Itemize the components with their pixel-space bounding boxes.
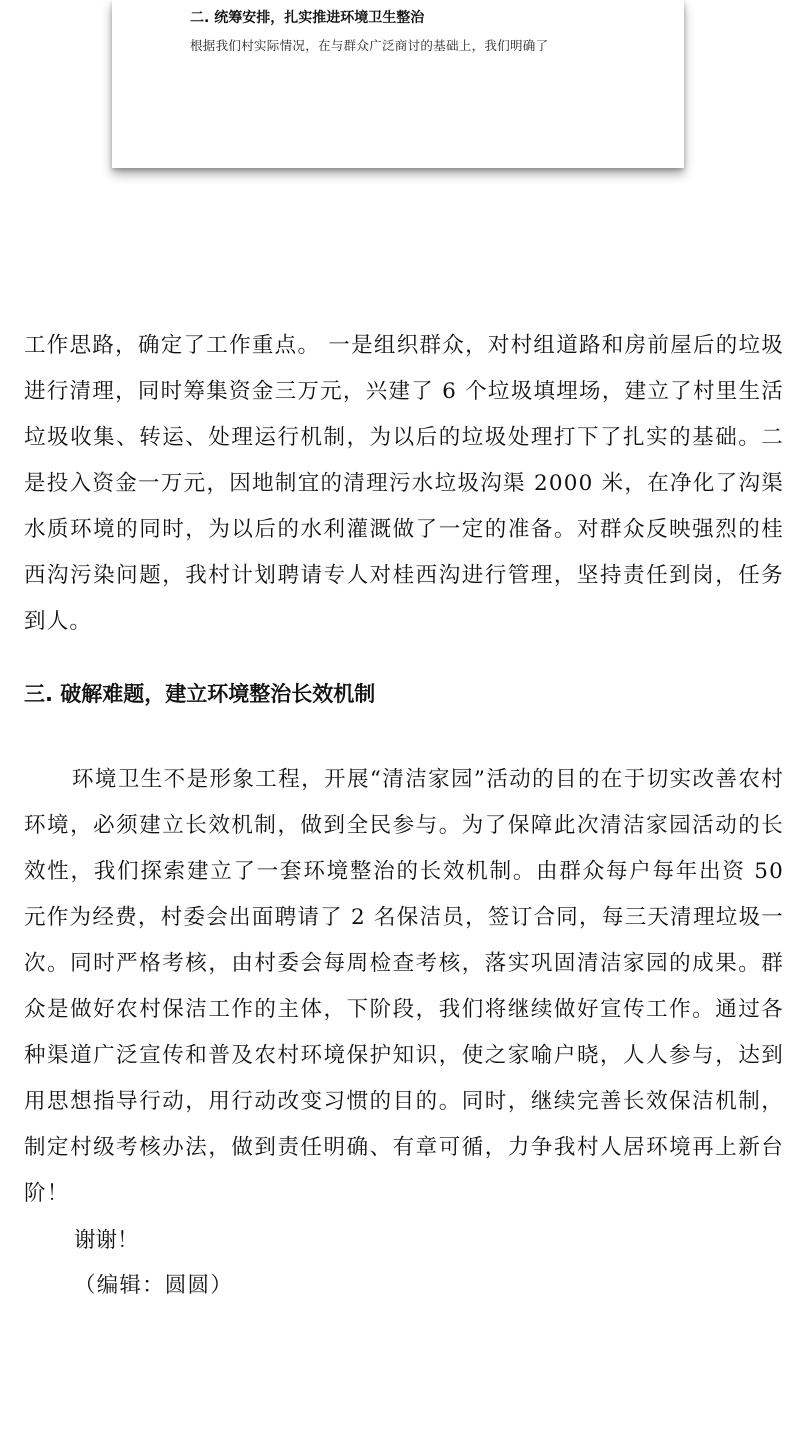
- closing-thanks: 谢谢！: [74, 1228, 139, 1253]
- body-paragraph-1: 工作思路，确定了工作重点。 一是组织群众，对村组道路和房前屋后的垃圾进行清理，同时筹集资金三万元，兴建了 6 个垃圾填埋场，建立了村里生活垃圾收集、转运、处理运行机制，为以后的垃圾处理打下了扎实的基础。二是投入资金一万元，因地制宜的清理污水垃圾沟渠 2000 米，在净化了沟渠水质环境的同时，为以后的水利灌溉做了一定的准备。对群众反映强烈的桂西沟污染问题，我村计划聘请专人对桂西沟进行管理，坚持责任到岗，任务到人。: [24, 333, 784, 634]
- document-preview-card: [112, 0, 684, 168]
- preview-section-heading: 二. 统筹安排，扎实推进环境卫生整治: [190, 10, 425, 26]
- editor-note: （编辑：圆圆）: [74, 1273, 233, 1298]
- body-paragraph-2: 环境卫生不是形象工程，开展“清洁家园”活动的目的在于切实改善农村环境，必须建立长效机制，做到全民参与。为了保障此次清洁家园活动的长效性，我们探索建立了一套环境整治的长效机制。由群众每户每年出资 50 元作为经费，村委会出面聘请了 2 名保洁员，签订合同，每三天清理垃圾一次。同时严格考核，由村委会每周检查考核，落实巩固清洁家园的成果。群众是做好农村保洁工作的主体，下阶段，我们将继续做好宣传工作。通过各种渠道广泛宣传和普及农村环境保护知识，使之家喻户晓，人人参与，达到用思想指导行动，用行动改变习惯的目的。同时，继续完善长效保洁机制，制定村级考核办法，做到责任明确、有章可循，力争我村人居环境再上新台阶！: [24, 767, 784, 1206]
- section-3-heading: 三. 破解难题，建立环境整治长效机制: [24, 682, 376, 706]
- preview-text-line: 根据我们村实际情况，在与群众广泛商讨的基础上，我们明确了: [190, 38, 549, 53]
